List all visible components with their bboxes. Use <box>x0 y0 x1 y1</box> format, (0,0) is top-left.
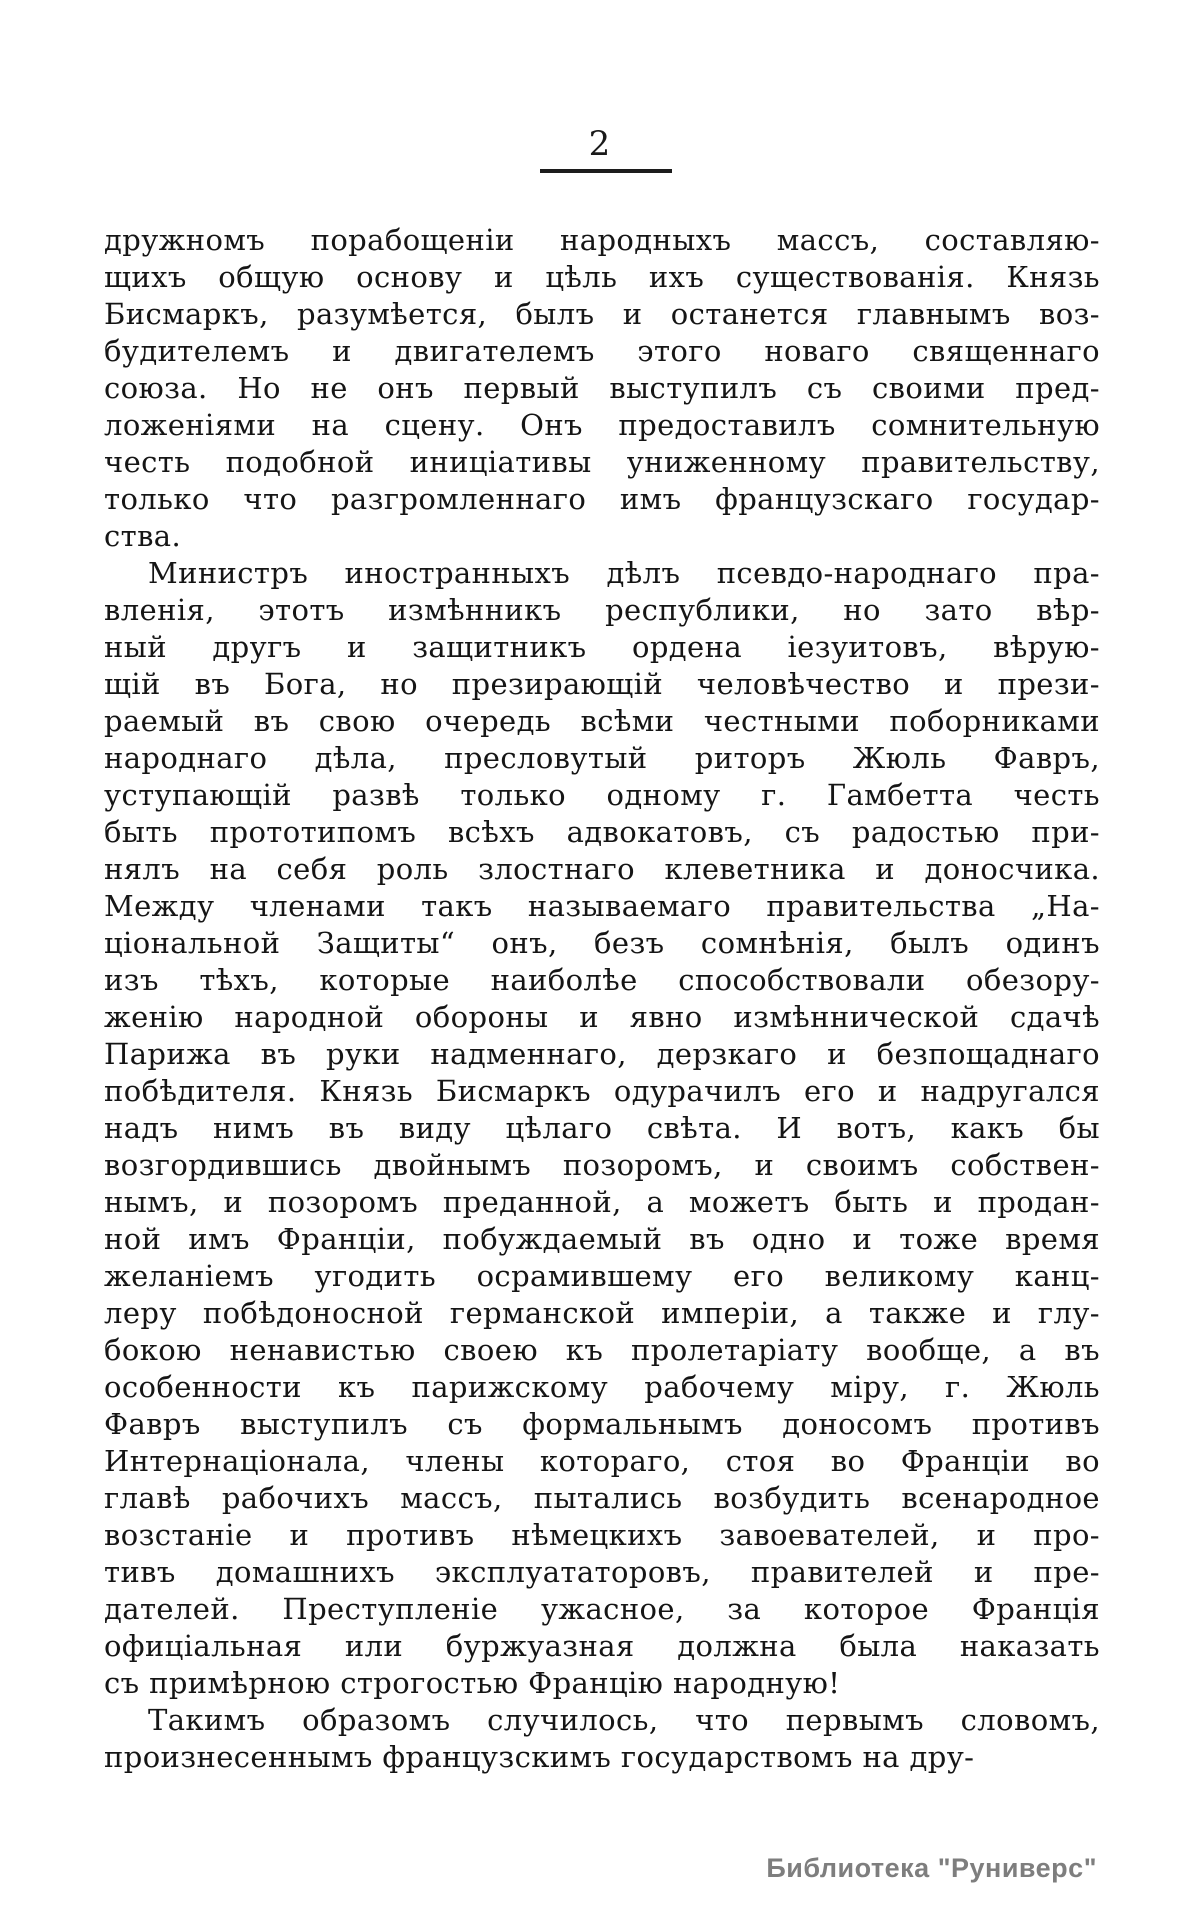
page-number-rule <box>540 169 672 173</box>
text-line: быть прототипомъ всѣхъ адвокатовъ, съ радостью при- <box>104 815 1100 849</box>
text-line: произнесеннымъ французскимъ государствомъ на дру- <box>104 1740 975 1774</box>
text-line: изъ тѣхъ, которые наиболѣе способствовали обезору- <box>104 963 1100 997</box>
text-line: Между членами такъ называемаго правительства „На- <box>104 889 1100 923</box>
text-line: возгордившись двойнымъ позоромъ, и своимъ собствен- <box>104 1148 1100 1182</box>
text-line: дружномъ порабощеніи народныхъ массъ, составляю- <box>104 223 1100 257</box>
page-header <box>0 0 1200 173</box>
text-line: Министръ иностранныхъ дѣлъ псевдо-народнаго пра- <box>148 556 1100 590</box>
text-line: Бисмаркъ, разумѣется, былъ и останется главнымъ воз- <box>104 297 1100 331</box>
text-line: дателей. Преступленіе ужасное, за которое Франція <box>104 1592 1100 1626</box>
text-line: особенности къ парижскому рабочему міру, г. Жюль <box>104 1370 1100 1404</box>
text-line: будителемъ и двигателемъ этого новаго священнаго <box>104 334 1100 368</box>
text-line: желаніемъ угодить осрамившему его великому канц- <box>104 1259 1100 1293</box>
library-watermark: Библиотека "Руниверс" <box>766 1853 1097 1883</box>
text-line: Парижа въ руки надменнаго, дерзкаго и безпощаднаго <box>104 1037 1100 1071</box>
text-line: Фавръ выступилъ съ формальнымъ доносомъ противъ <box>104 1407 1100 1441</box>
text-line: главѣ рабочихъ массъ, пытались возбудить всенародное <box>104 1481 1100 1515</box>
text-line: офиціальная или буржуазная должна была наказать <box>104 1629 1100 1663</box>
text-line: возстаніе и противъ нѣмецкихъ завоевателей, и про- <box>104 1518 1100 1552</box>
text-line: Такимъ образомъ случилось, что первымъ словомъ, <box>148 1703 1100 1737</box>
text-line: Интернаціонала, члены котораго, стоя во Франціи во <box>104 1444 1100 1478</box>
text-line: съ примѣрною строгостью Францію народную! <box>104 1666 841 1700</box>
text-line: союза. Но не онъ первый выступилъ съ своими пред- <box>104 371 1100 405</box>
text-line: ложеніями на сцену. Онъ предоставилъ сомнительную <box>104 408 1100 442</box>
text-line: народнаго дѣла, пресловутый риторъ Жюль Фавръ, <box>104 741 1100 775</box>
text-line: ціональной Защиты“ онъ, безъ сомнѣнія, былъ одинъ <box>104 926 1100 960</box>
body-text <box>104 222 1100 1776</box>
paragraph <box>104 1702 1100 1776</box>
text-line: ный другъ и защитникъ ордена іезуитовъ, вѣрую- <box>104 630 1100 664</box>
text-line: леру побѣдоносной германской имперіи, а также и глу- <box>104 1296 1100 1330</box>
text-line: тивъ домашнихъ эксплуататоровъ, правителей и пре- <box>104 1555 1100 1589</box>
text-line: вленія, этотъ измѣнникъ республики, но зато вѣр- <box>104 593 1100 627</box>
text-line: раемый въ свою очередь всѣми честными поборниками <box>104 704 1100 738</box>
page-number: 2 <box>588 124 612 164</box>
paragraph <box>104 222 1100 555</box>
text-line: нялъ на себя роль злостнаго клеветника и доносчика. <box>104 852 1100 886</box>
text-line: надъ нимъ въ виду цѣлаго свѣта. И вотъ, какъ бы <box>104 1111 1100 1145</box>
text-line: женію народной обороны и явно измѣннической сдачѣ <box>104 1000 1100 1034</box>
text-line: щихъ общую основу и цѣль ихъ существованія. Князь <box>104 260 1100 294</box>
text-line: побѣдителя. Князь Бисмаркъ одурачилъ его и надругался <box>104 1074 1100 1108</box>
text-line: уступающій развѣ только одному г. Гамбетта честь <box>104 778 1100 812</box>
text-line: ной имъ Франціи, побуждаемый въ одно и тоже время <box>104 1222 1100 1256</box>
text-line: только что разгромленнаго имъ французскаго государ- <box>104 482 1100 516</box>
text-line: честь подобной иниціативы униженному правительству, <box>104 445 1100 479</box>
text-line: щій въ Бога, но презирающій человѣчество и прези- <box>104 667 1100 701</box>
text-line: бокою ненавистью своею къ пролетаріату вообще, а въ <box>104 1333 1100 1367</box>
text-line: нымъ, и позоромъ преданной, а можетъ быть и продан- <box>104 1185 1100 1219</box>
text-line: ства. <box>104 519 182 553</box>
paragraph <box>104 555 1100 1702</box>
